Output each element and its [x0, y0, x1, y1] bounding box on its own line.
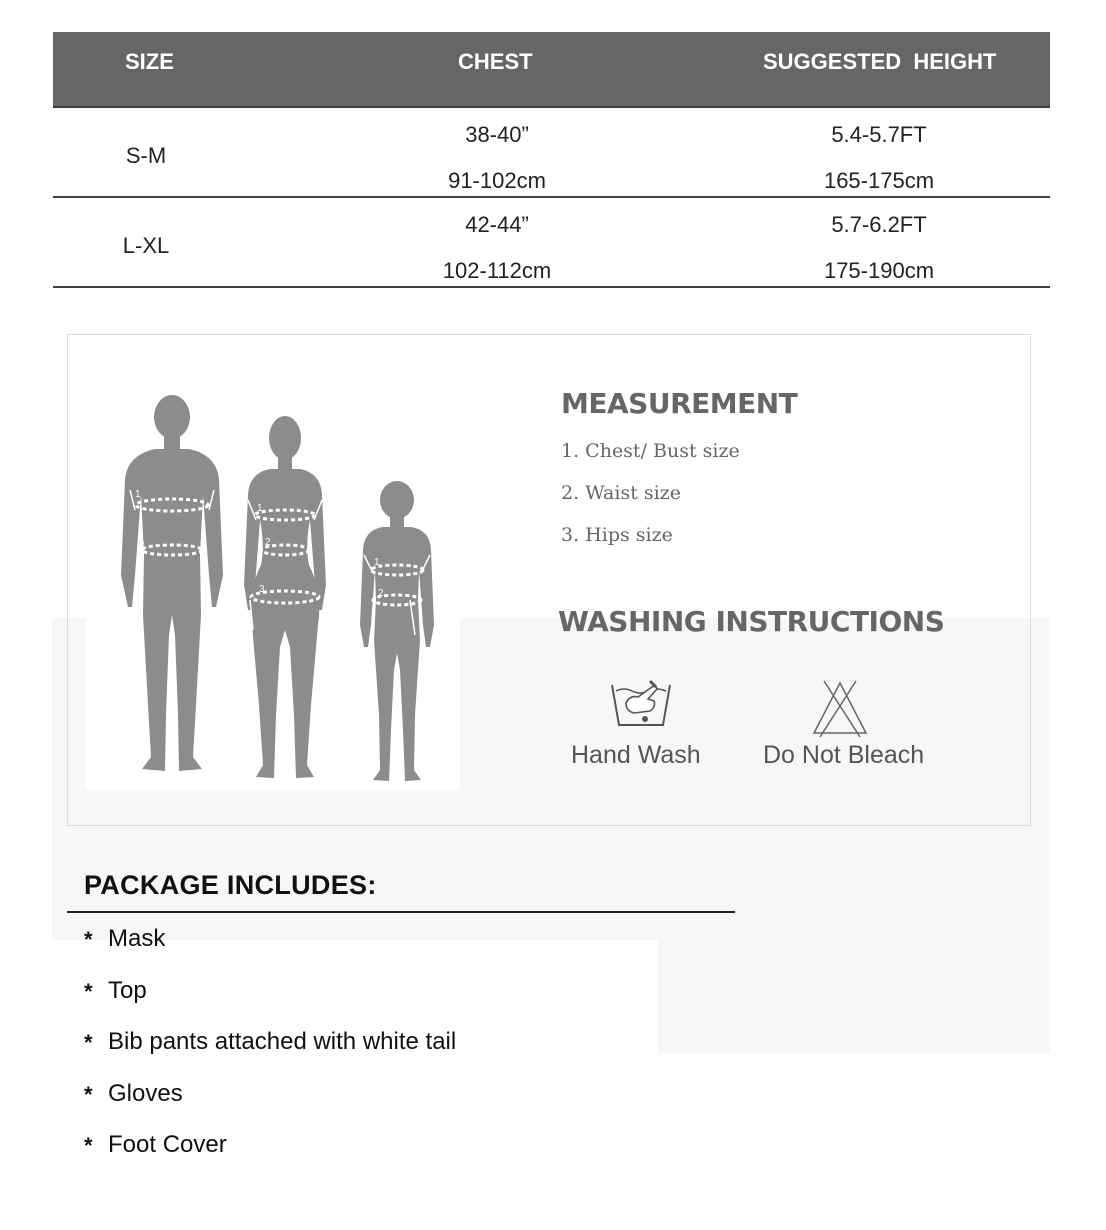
asterisk-icon: * [84, 1030, 93, 1055]
package-item-label: Bib pants attached with white tail [108, 1028, 457, 1055]
marker-label: 2 [265, 537, 271, 548]
size-cell: L-XL [122, 233, 170, 258]
measurement-item: 2. Waist size [561, 482, 681, 504]
table-header [53, 32, 1050, 108]
washing-title: WASHING INSTRUCTIONS [558, 605, 945, 638]
size-cell: S-M [125, 143, 167, 168]
list-item [84, 925, 456, 977]
asterisk-icon: * [84, 1133, 93, 1158]
package-item-label: Mask [108, 925, 166, 952]
marker-label: 1 [374, 557, 380, 568]
hand-wash-icon [608, 677, 674, 736]
height-cm-cell: 175-190cm [823, 258, 935, 283]
package-item-label: Foot Cover [108, 1131, 227, 1158]
measurement-panel [67, 334, 1031, 826]
chest-cm-cell: 91-102cm [448, 168, 546, 193]
marker-label: 2 [378, 588, 384, 599]
list-item [84, 1080, 456, 1132]
height-ft-cell: 5.7-6.2FT [831, 212, 927, 237]
measurement-title: MEASUREMENT [561, 387, 798, 420]
package-list [84, 925, 456, 1183]
woman-figure [244, 416, 326, 778]
hand-wash-label: Hand Wash [571, 741, 701, 769]
table-row [53, 198, 1050, 288]
body-figures-illustration [85, 385, 460, 790]
man-figure [121, 395, 223, 771]
chest-inches-cell: 38-40” [465, 122, 529, 147]
marker-label: 1 [257, 503, 263, 514]
list-item [84, 1028, 456, 1080]
package-item-label: Top [108, 976, 147, 1004]
measurement-item: 1. Chest/ Bust size [561, 440, 740, 462]
package-title: PACKAGE INCLUDES: [84, 870, 377, 900]
measurement-item: 3. Hips size [561, 524, 673, 546]
table-row [53, 108, 1050, 198]
body-figures-svg [85, 385, 460, 790]
size-table [53, 32, 1050, 288]
asterisk-icon: * [84, 927, 93, 952]
header-size: SIZE [125, 49, 174, 74]
list-item [84, 977, 456, 1029]
height-ft-cell: 5.4-5.7FT [831, 122, 927, 147]
asterisk-icon: * [84, 1081, 93, 1107]
header-suggested-height: SUGGESTED HEIGHT [763, 49, 997, 74]
background-panel [658, 930, 1050, 1053]
child-figure [360, 481, 434, 781]
chest-inches-cell: 42-44” [465, 212, 529, 237]
divider [67, 911, 735, 913]
list-item [84, 1131, 456, 1183]
header-chest: CHEST [458, 49, 533, 74]
package-item-label: Gloves [108, 1079, 183, 1107]
marker-label: 3 [259, 584, 265, 595]
marker-label: 1 [135, 489, 141, 500]
do-not-bleach-icon [810, 679, 870, 744]
height-cm-cell: 165-175cm [823, 168, 935, 193]
do-not-bleach-label: Do Not Bleach [763, 741, 925, 769]
asterisk-icon: * [84, 978, 93, 1004]
marker-label: 2 [139, 540, 145, 551]
chest-cm-cell: 102-112cm [442, 258, 552, 283]
